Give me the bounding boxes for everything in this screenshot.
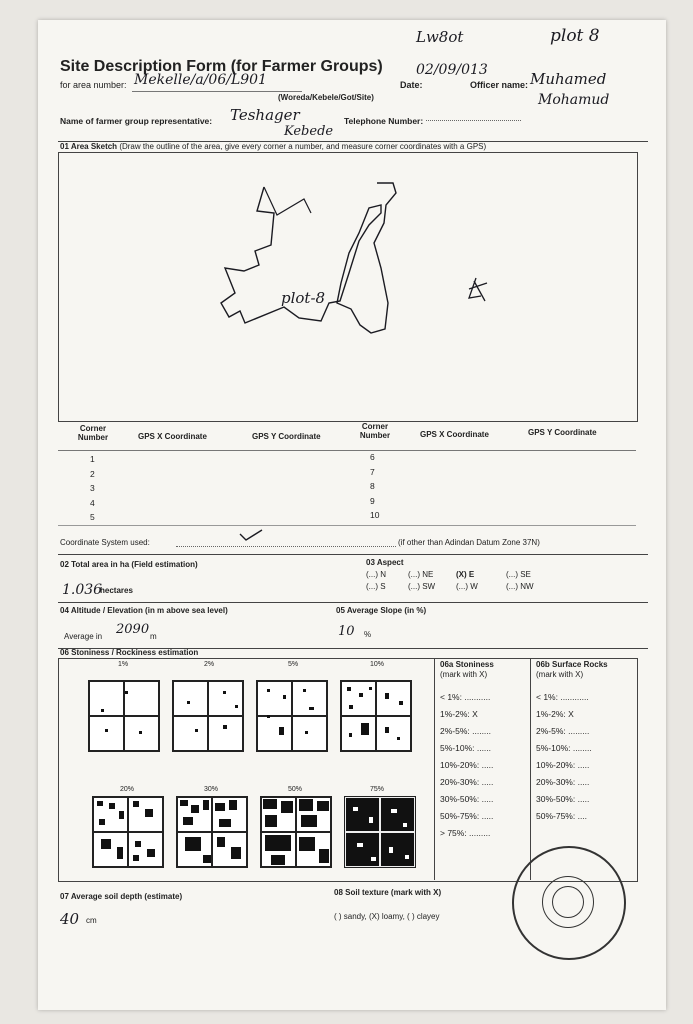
section-06a-title: 06a Stoniness: [440, 660, 494, 669]
corner-numbers-right: [370, 450, 384, 523]
stoniness-diagram-30pct: [176, 796, 248, 868]
form-title: Site Description Form (for Farmer Groups): [60, 58, 383, 75]
stoniness-row: 10%-20%: .....: [440, 760, 494, 770]
sketch-label: plot-8: [281, 289, 326, 307]
phone-field: [426, 120, 521, 121]
section-04-label: 04 Altitude / Elevation (in m above sea level): [60, 606, 228, 615]
coordinate-system-note: (if other than Adindan Datum Zone 37N): [398, 538, 540, 547]
section-07-label: 07 Average soil depth (estimate): [60, 892, 183, 901]
section-06b-subtitle: (mark with X): [536, 670, 584, 679]
section-08-label: 08 Soil texture (mark with X): [334, 888, 442, 897]
stoniness-diagram-20pct: [92, 796, 164, 868]
corner-number: 8: [370, 481, 375, 491]
corner-number: 7: [370, 466, 375, 477]
surface-rocks-row: 1%-2%: X: [536, 709, 574, 719]
rep-value-1: Teshager: [230, 106, 300, 124]
surface-rocks-row: 10%-20%: .....: [536, 760, 590, 770]
altitude-unit: m: [150, 632, 157, 641]
pct-label: 20%: [120, 786, 135, 793]
soil-texture-options: ( ) sandy, (X) loamy, ( ) clayey: [334, 912, 440, 921]
phone-label: Telephone Number:: [344, 116, 424, 126]
pct-label: 30%: [204, 786, 219, 793]
top-annotation-left: Lw8ot: [416, 28, 464, 46]
stoniness-row: 2%-5%: ........: [440, 726, 492, 736]
section-01-instruction: (Draw the outline of the area, give every corner a number, and measure corner coordinates with a GPS): [119, 142, 487, 151]
stoniness-diagram-2pct: [172, 680, 244, 752]
corner-number: 3: [90, 483, 95, 493]
aspect-option-s: (...) S: [366, 582, 386, 591]
slope-unit: %: [364, 630, 372, 639]
corner-number: 1: [90, 454, 95, 464]
aspect-option-ne: (...) NE: [408, 570, 434, 579]
section-02-label: 02 Total area in ha (Field estimation): [60, 560, 198, 569]
aspect-option-e: (X) E: [456, 570, 475, 579]
altitude-avg-label: Average in: [64, 632, 103, 641]
stoniness-row: 30%-50%: .....: [440, 794, 494, 804]
surface-rocks-row: < 1%: ............: [536, 692, 589, 702]
date-label: Date:: [400, 80, 423, 90]
stoniness-row: 50%-75%: .....: [440, 811, 494, 821]
coordinate-system-label: Coordinate System used:: [60, 538, 150, 547]
stoniness-diagram-1pct: [88, 680, 160, 752]
sketch-area: [58, 152, 638, 422]
top-annotation-right: plot 8: [550, 26, 600, 46]
stoniness-diagram-50pct: [260, 796, 332, 868]
surface-rocks-row: 5%-10%: ........: [536, 743, 592, 753]
corner-numbers-left: [90, 452, 102, 525]
soil-depth-unit: cm: [86, 916, 97, 925]
aspect-option-sw: (...) SW: [408, 582, 436, 591]
date-value: 02/09/013: [416, 62, 488, 78]
surface-rocks-row: 20%-30%: .....: [536, 777, 590, 787]
stoniness-diagram-10pct: [340, 680, 412, 752]
stoniness-row: < 1%: ...........: [440, 692, 491, 702]
aspect-option-nw: (...) NW: [506, 582, 534, 591]
rep-value-2: Kebede: [284, 124, 334, 139]
section-06b-list: [536, 692, 632, 828]
pct-label: 1%: [118, 661, 129, 668]
section-06b-title: 06b Surface Rocks: [536, 660, 608, 669]
rep-label: Name of farmer group representative:: [60, 116, 213, 126]
stoniness-row: 1%-2%: X: [440, 709, 478, 719]
pct-label: 2%: [204, 661, 215, 668]
stoniness-diagram-5pct: [256, 680, 328, 752]
th-gpsx-left: GPS X Coordinate: [138, 432, 207, 441]
total-area-value: 1.036: [62, 582, 103, 598]
section-05-label: 05 Average Slope (in %): [336, 606, 427, 615]
aspect-option-n: (...) N: [366, 570, 386, 579]
officer-value-2: Mohamud: [538, 92, 610, 108]
aspect-option-w: (...) W: [456, 582, 478, 591]
section-06-label: 06 Stoniness / Rockiness estimation: [60, 648, 199, 657]
pct-label: 5%: [288, 661, 299, 668]
check-mark-icon: [238, 528, 264, 542]
corner-number: 9: [370, 495, 375, 506]
stoniness-row: 5%-10%: ......: [440, 743, 492, 753]
official-stamp: [512, 846, 626, 960]
surface-rocks-row: 30%-50%: .....: [536, 794, 590, 804]
corner-number: 10: [370, 510, 380, 520]
area-number-label: for area number:: [60, 80, 127, 90]
surface-rocks-row: 50%-75%: ....: [536, 811, 588, 821]
aspect-option-se: (...) SE: [506, 570, 531, 579]
coordinate-system-field: [176, 546, 396, 547]
corner-number: 2: [90, 468, 95, 479]
pct-label: 50%: [288, 786, 303, 793]
officer-value-1: Muhamed: [530, 70, 607, 88]
section-01-header: [60, 142, 486, 151]
corner-number: 5: [90, 512, 95, 522]
section-06a-subtitle: (mark with X): [440, 670, 488, 679]
altitude-value: 2090: [116, 622, 150, 637]
area-number-value: Mekelle/a/06/L901: [134, 72, 267, 88]
soil-depth-value: 40: [60, 910, 80, 928]
woreda-note: (Woreda/Kebele/Got/Site): [278, 93, 374, 102]
section-03-label: 03 Aspect: [366, 558, 404, 567]
corner-number: 4: [90, 497, 95, 508]
stoniness-row: > 75%: .........: [440, 828, 491, 838]
officer-label: Officer name:: [470, 80, 529, 90]
stoniness-diagram-75pct: [344, 796, 416, 868]
pct-label: 75%: [370, 786, 385, 793]
form-page: [38, 20, 666, 1010]
section-06a-list: [440, 692, 528, 845]
total-area-unit: hectares: [100, 586, 133, 595]
section-01-label: 01 Area Sketch: [60, 142, 118, 151]
th-gpsx-right: GPS X Coordinate: [420, 430, 489, 439]
surface-rocks-row: 2%-5%: .........: [536, 726, 590, 736]
th-gpsy-left: GPS Y Coordinate: [252, 432, 321, 441]
plot-sketch-drawing: [59, 153, 637, 421]
th-gpsy-right: GPS Y Coordinate: [528, 428, 597, 437]
corner-number: 6: [370, 452, 375, 462]
th-corner-right: Corner Number: [359, 422, 391, 440]
stoniness-row: 20%-30%: .....: [440, 777, 494, 787]
pct-label: 10%: [370, 661, 385, 668]
th-corner-left: Corner Number: [77, 424, 109, 442]
slope-value: 10: [338, 624, 355, 639]
